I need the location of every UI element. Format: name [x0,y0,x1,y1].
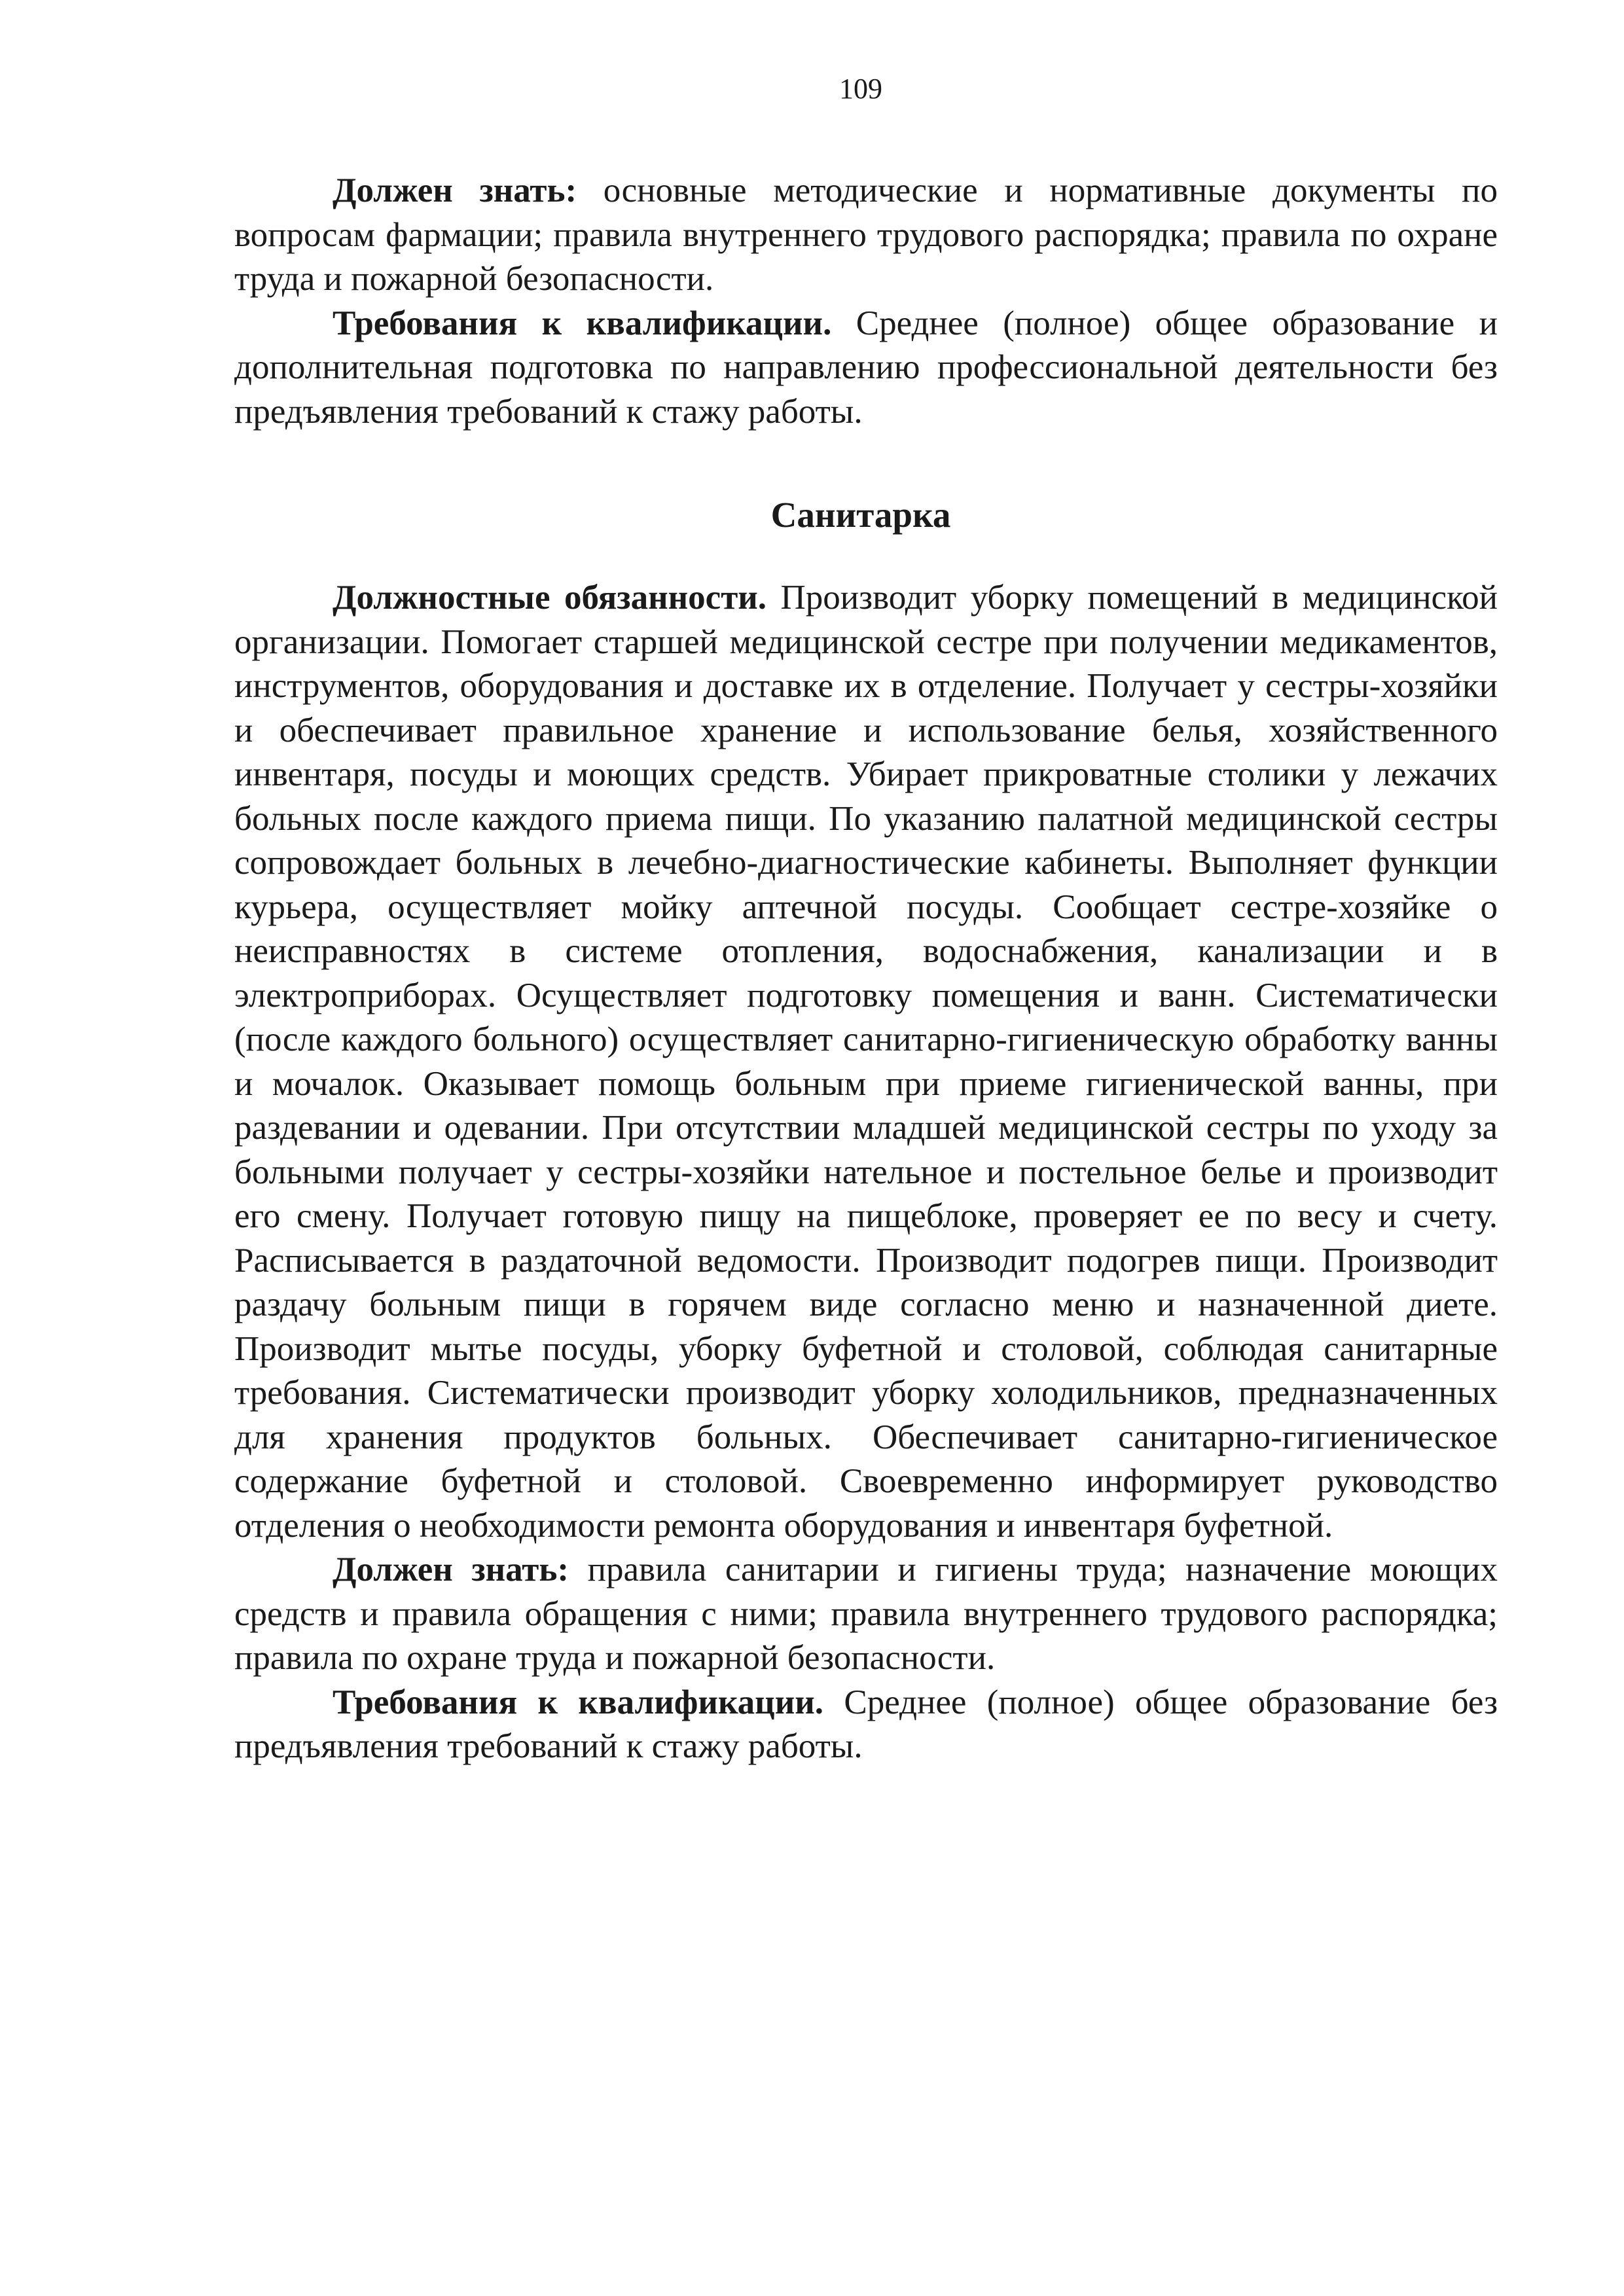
section-must-know-text: правила санитарии и гигиены труда; назначение моющих средств и правила обращения с ними; правила внутреннего трудового распорядка; правила по охране труда и пожарной безопасности. [234,1551,1498,1677]
must-know-lead: Должен знать: [333,171,577,209]
duties-paragraph [234,576,1498,1548]
page-number: 109 [839,73,882,105]
must-know-text: основные методические и нормативные документы по вопросам фармации; правила внутреннего трудового распорядка; правила по охране труда и пожарной безопасности. [234,171,1498,298]
must-know-paragraph [234,169,1498,302]
section-qualification-paragraph [234,1681,1498,1769]
duties-lead: Должностные обязанности. [333,579,767,617]
qualification-paragraph [234,302,1498,435]
qualification-text: Среднее (полное) общее образование и дополнительная подготовка по направлению профессиональной деятельности без предъявления требований к стажу работы. [234,304,1498,431]
sanitarka-section-body [234,576,1498,1769]
section-qualification-text: Среднее (полное) общее образование без предъявления требований к стажу работы. [234,1683,1498,1765]
qualification-lead: Требования к квалификации. [333,304,832,342]
section-must-know-lead: Должен знать: [333,1551,569,1588]
section-must-know-paragraph [234,1548,1498,1681]
duties-text: Производит уборку помещений в медицинской организации. Помогает старшей медицинской сестре при получении медикаментов, инструментов, оборудования и доставке их в отделение. Получает у сестры-хозяйки и обеспечивает правильное хранение и использование белья, хозяйственного инвентаря, посуды и моющих средств. Убирает прикроватные столики у лежачих больных после каждого приема пищи. По указанию палатной медицинской сестры сопровождает больных в лечебно-диагностические кабинеты. Выполняет функции курьера, осуществляет мойку аптечной посуды. Сообщает сестре-хозяйке о неисправностях в системе отопления, водоснабжения, канализации и в электроприборах. Осуществляет подготовку помещения и ванн. Систематически (после каждого больного) осуществляет санитарно-гигиеническую обработку ванны и мочалок. Оказывает помощь больным при приеме гигиенической ванны, при раздевании и одевании. При отсутствии младшей медицинской сестры по уходу за больными получает у сестры-хозяйки нательное и постельное белье и производит его смену. Получает готовую пищу на пищеблоке, проверяет ее по весу и счету. Расписывается в раздаточной ведомости. Производит подогрев пищи. Производит раздачу больным пищи в горячем виде согласно меню и назначенной диете. Производит мытье посуды, уборку буфетной и столовой, соблюдая санитарные требования. Систематически производит уборку холодильников, предназначенных для хранения продуктов больных. Обеспечивает санитарно-гигиеническое содержание буфетной и столовой. Своевременно информирует руководство отделения о необходимости ремонта оборудования и инвентаря буфетной. [234,579,1498,1545]
section-title: Санитарка [770,495,951,535]
section-qualification-lead: Требования к квалификации. [333,1683,824,1721]
previous-position-requirements [234,169,1498,434]
